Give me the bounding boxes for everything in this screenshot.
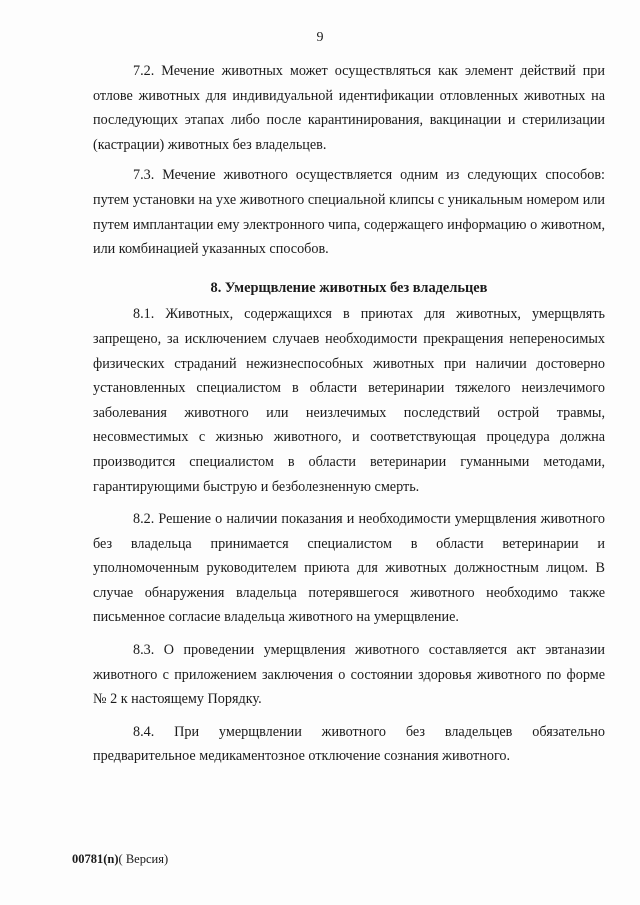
section-8-heading: 8. Умерщвление животных без владельцев — [210, 279, 488, 296]
paragraph-8-2: 8.2. Решение о наличии показания и необходимости умерщвления животного без владельца принимается специалистом в области ветеринарии и уполномоченным руководителем приюта для животных должностным лицом. В случае обнаружения владельца потерявшегося животного необходимо также письменное согласие владельца животного на умерщвление. — [93, 511, 605, 626]
page-number: 9 — [316, 30, 324, 45]
paragraph-7-2: 7.2. Мечение животных может осуществляться как элемент действий при отлове животных для индивидуальной идентификации отловленных животных на последующих этапах либо после карантинирования, вакцинации и стерилизации (кастрации) животных без владельцев. — [93, 63, 605, 153]
paragraph-8-4: 8.4. При умерщвлении животного без владельцев обязательно предварительное медикаментозное отключение сознания животного. — [93, 723, 605, 765]
paragraph-7-3: 7.3. Мечение животного осуществляется одним из следующих способов: путем установки на ухе животного специальной клипсы с уникальным номером или путем имплантации ему электронного чипа, содержащего информацию о животном, или комбинацией указанных способов. — [93, 167, 605, 258]
document-footer — [72, 852, 168, 867]
document-code: 00781(n) — [72, 852, 119, 866]
document-version: ( Версия) — [118, 852, 169, 866]
paragraph-8-1: 8.1. Животных, содержащихся в приютах для животных, умерщвлять запрещено, за исключением случаев необходимости прекращения непереносимых физических страданий нежизнеспособных животных при наличии достоверно установленных специалистом в области ветеринарии тяжелого неизлечимого заболевания животного или неизлечимых последствий острой травмы, несовместимых с жизнью животного, и соответствующая процедура должна производится специалистом в области ветеринарии гуманными методами, гарантирующими быструю и безболезненную смерть. — [93, 306, 605, 495]
paragraph-8-3: 8.3. О проведении умерщвления животного составляется акт эвтаназии животного с приложением заключения о состоянии здоровья животного по форме № 2 к настоящему Порядку. — [93, 642, 605, 708]
document-body — [93, 59, 605, 769]
